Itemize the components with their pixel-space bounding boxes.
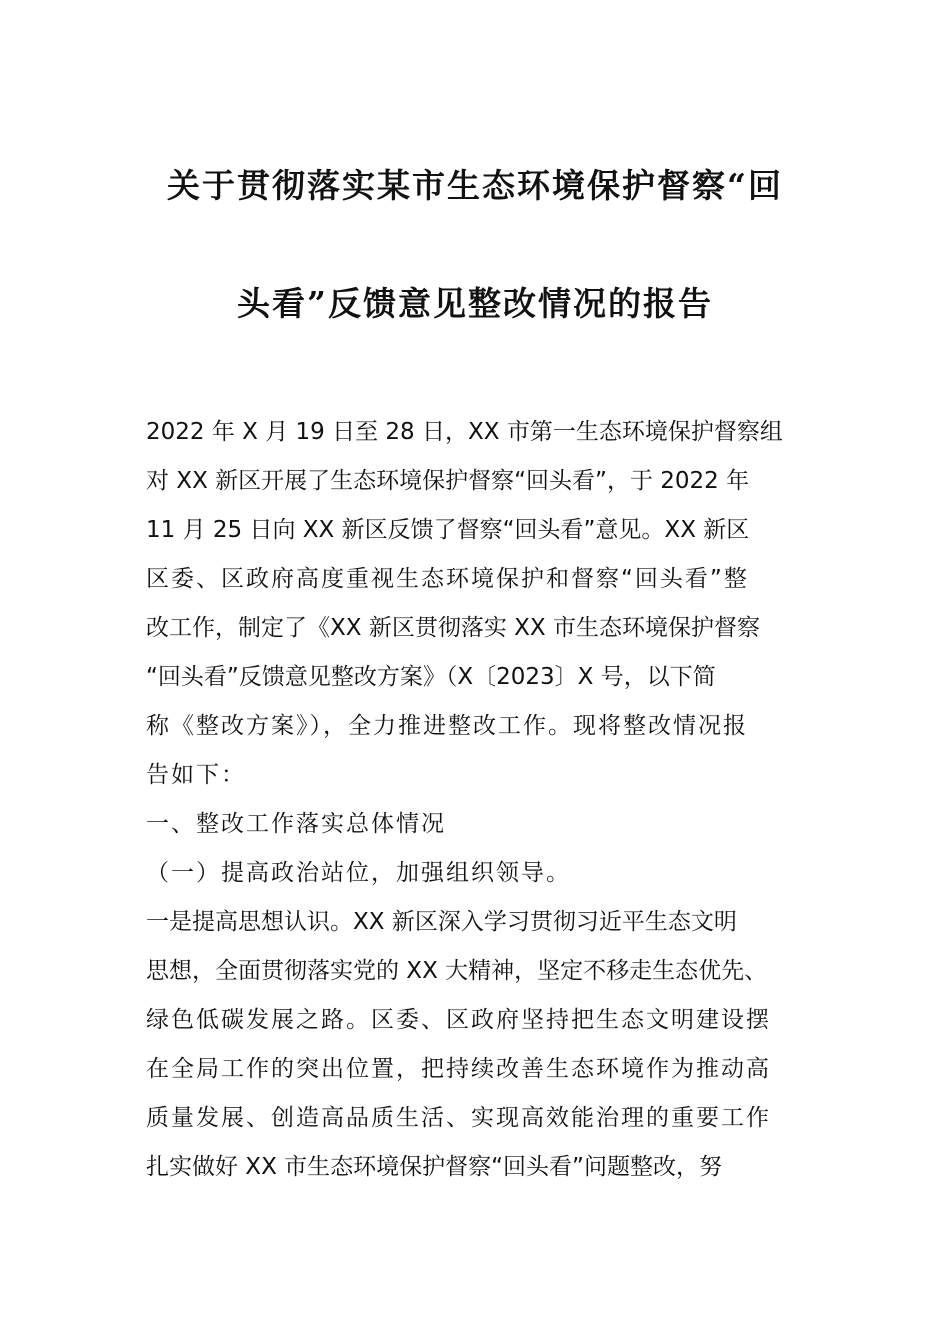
body-line: 对 XX 新区开展了生态环境保护督察“回头看”，于 2022 年 bbox=[146, 468, 750, 494]
document-title-line-1: 关于贯彻落实某市生态环境保护督察“回 bbox=[167, 166, 783, 205]
body-line: 绿色低碳发展之路。区委、区政府坚持把生态文明建设摆 bbox=[146, 1007, 771, 1033]
body-line: 11 月 25 日向 XX 新区反馈了督察“回头看”意见。XX 新区 bbox=[146, 517, 750, 543]
body-line: 区委、区政府高度重视生态环境保护和督察“回头看”整 bbox=[146, 566, 749, 592]
section-heading: 一、整改工作落实总体情况 bbox=[146, 811, 446, 837]
body-line: 质量发展、创造高品质生活、实现高效能治理的重要工作 bbox=[146, 1105, 771, 1131]
body-line: 在全局工作的突出位置，把持续改善生态环境作为推动高 bbox=[146, 1056, 771, 1082]
body-line: 改工作，制定了《XX 新区贯彻落实 XX 市生态环境保护督察 bbox=[146, 615, 760, 641]
subsection-heading: （一）提高政治站位，加强组织领导。 bbox=[146, 860, 571, 886]
document-title-line-2: 头看”反馈意见整改情况的报告 bbox=[237, 284, 713, 323]
body-line: 扎实做好 XX 市生态环境保护督察“回头看”问题整改，努 bbox=[146, 1154, 722, 1180]
body-line: 一是提高思想认识。XX 新区深入学习贯彻习近平生态文明 bbox=[146, 909, 737, 935]
body-line: 思想，全面贯彻落实党的 XX 大精神，坚定不移走生态优先、 bbox=[146, 958, 768, 984]
body-line: 称《整改方案》），全力推进整改工作。现将整改情况报 bbox=[146, 713, 748, 739]
body-line: 告如下： bbox=[146, 762, 246, 788]
body-line: 2022 年 X 月 19 日至 28 日，XX 市第一生态环境保护督察组 bbox=[146, 419, 783, 445]
body-line: “回头看”反馈意见整改方案》（X〔2023〕X 号，以下简 bbox=[146, 664, 716, 690]
document-body bbox=[146, 408, 836, 1192]
